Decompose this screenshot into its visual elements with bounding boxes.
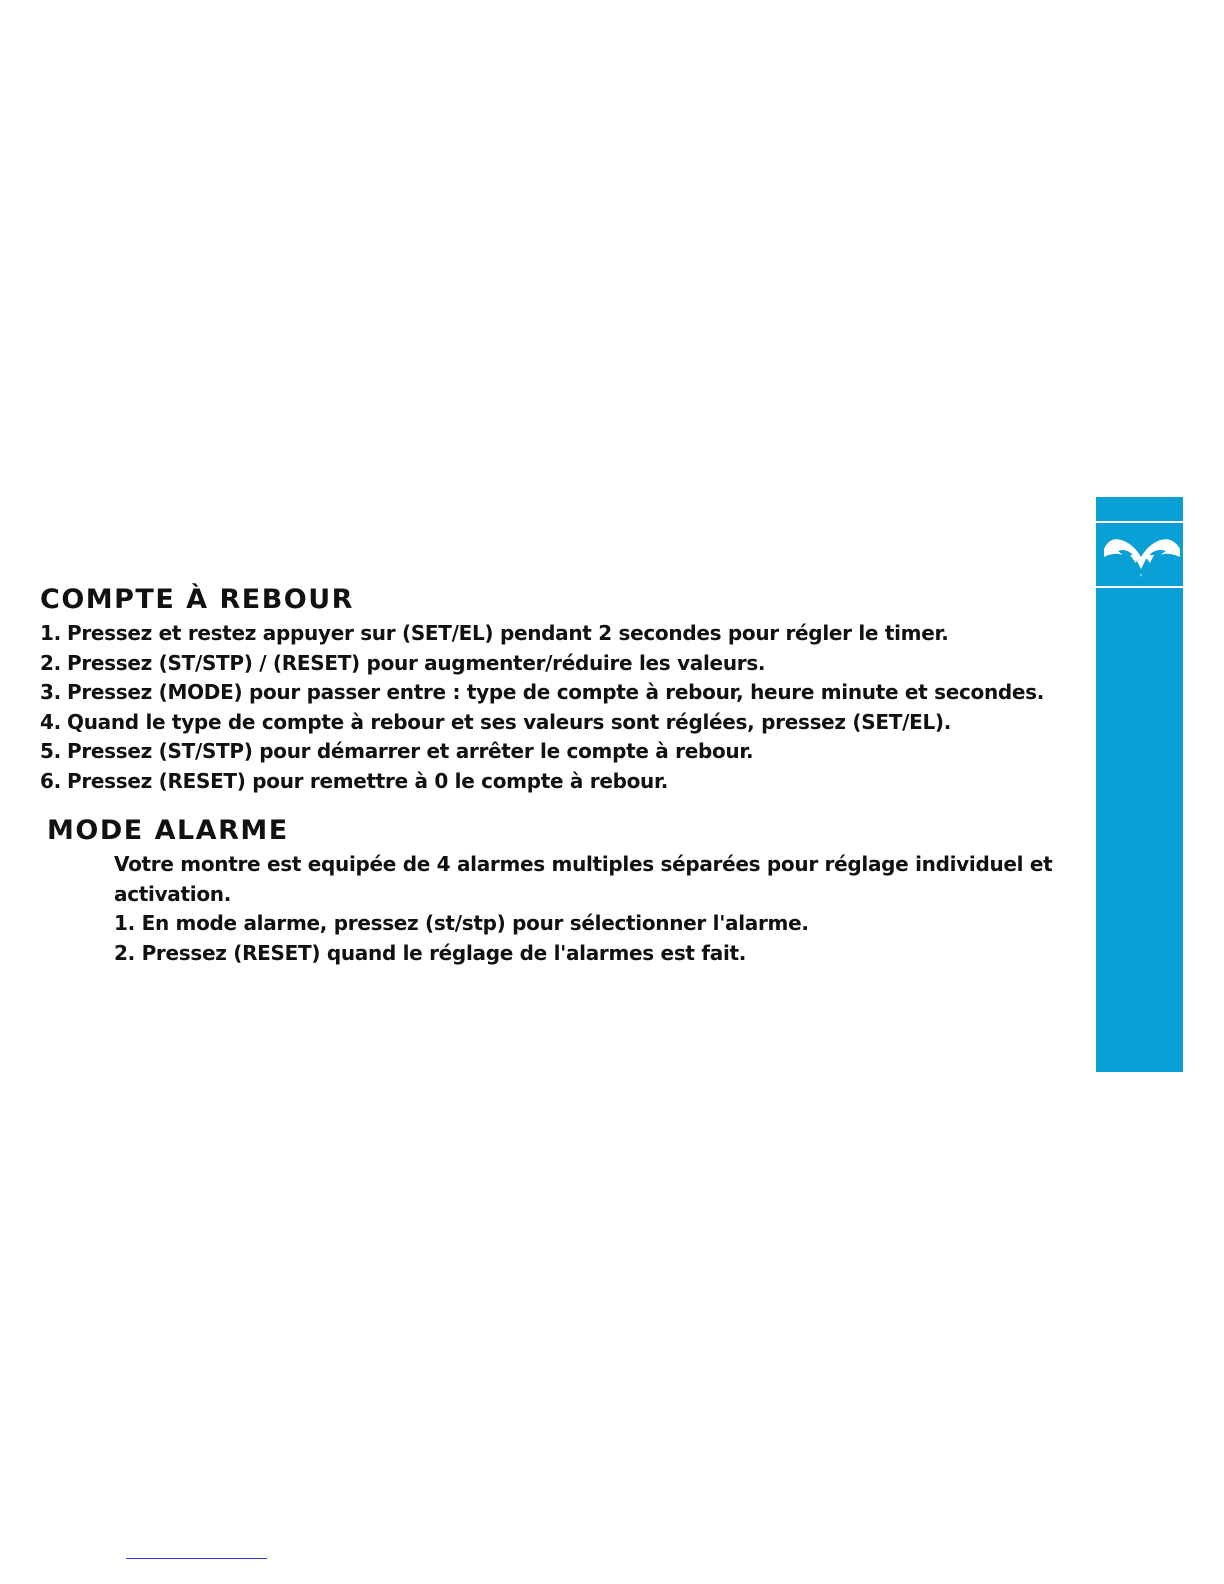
tab-divider-bottom — [1096, 586, 1183, 588]
countdown-steps — [40, 619, 1080, 796]
countdown-step — [40, 737, 1080, 767]
step-text: Pressez (MODE) pour passer entre : type de compte à rebour, heure minute et secondes. — [67, 680, 1045, 704]
alarm-body — [114, 850, 1104, 968]
footer-link-underline[interactable] — [126, 1558, 267, 1559]
alarm-intro: Votre montre est equipée de 4 alarmes multiples séparées pour réglage individuel et activation. — [114, 852, 1053, 906]
countdown-step — [40, 767, 1080, 797]
heart-logo-icon — [1100, 527, 1183, 583]
content — [40, 585, 1080, 968]
side-tab — [1096, 497, 1183, 1072]
countdown-step — [40, 619, 1080, 649]
step-number: 5. — [40, 739, 61, 763]
countdown-step — [40, 708, 1080, 738]
countdown-title: COMPTE À REBOUR — [40, 584, 354, 615]
alarm-title: MODE ALARME — [47, 815, 289, 846]
step-text: Pressez (ST/STP) pour démarrer et arrêter le compte à rebour. — [67, 739, 754, 763]
step-text: Pressez et restez appuyer sur (SET/EL) pendant 2 secondes pour régler le timer. — [67, 621, 949, 645]
step-number: 2. — [40, 650, 61, 675]
step-number: 4. — [40, 709, 61, 734]
countdown-section — [40, 585, 1080, 796]
step-text: Quand le type de compte à rebour et ses valeurs sont réglées, pressez (SET/EL). — [67, 709, 952, 734]
alarm-section — [40, 816, 1080, 968]
countdown-step — [40, 678, 1080, 708]
countdown-step — [40, 649, 1080, 679]
step-text: Pressez (ST/STP) / (RESET) pour augmenter/réduire les valeurs. — [67, 650, 766, 675]
tab-divider-top — [1096, 521, 1183, 523]
alarm-step: 1. En mode alarme, pressez (st/stp) pour sélectionner l'alarme. — [114, 911, 809, 935]
step-number: 3. — [40, 680, 61, 704]
step-text: Pressez (RESET) pour remettre à 0 le compte à rebour. — [67, 768, 668, 793]
alarm-step: 2. Pressez (RESET) quand le réglage de l'alarmes est fait. — [114, 940, 747, 965]
step-number: 1. — [40, 621, 61, 645]
step-number: 6. — [40, 768, 61, 793]
